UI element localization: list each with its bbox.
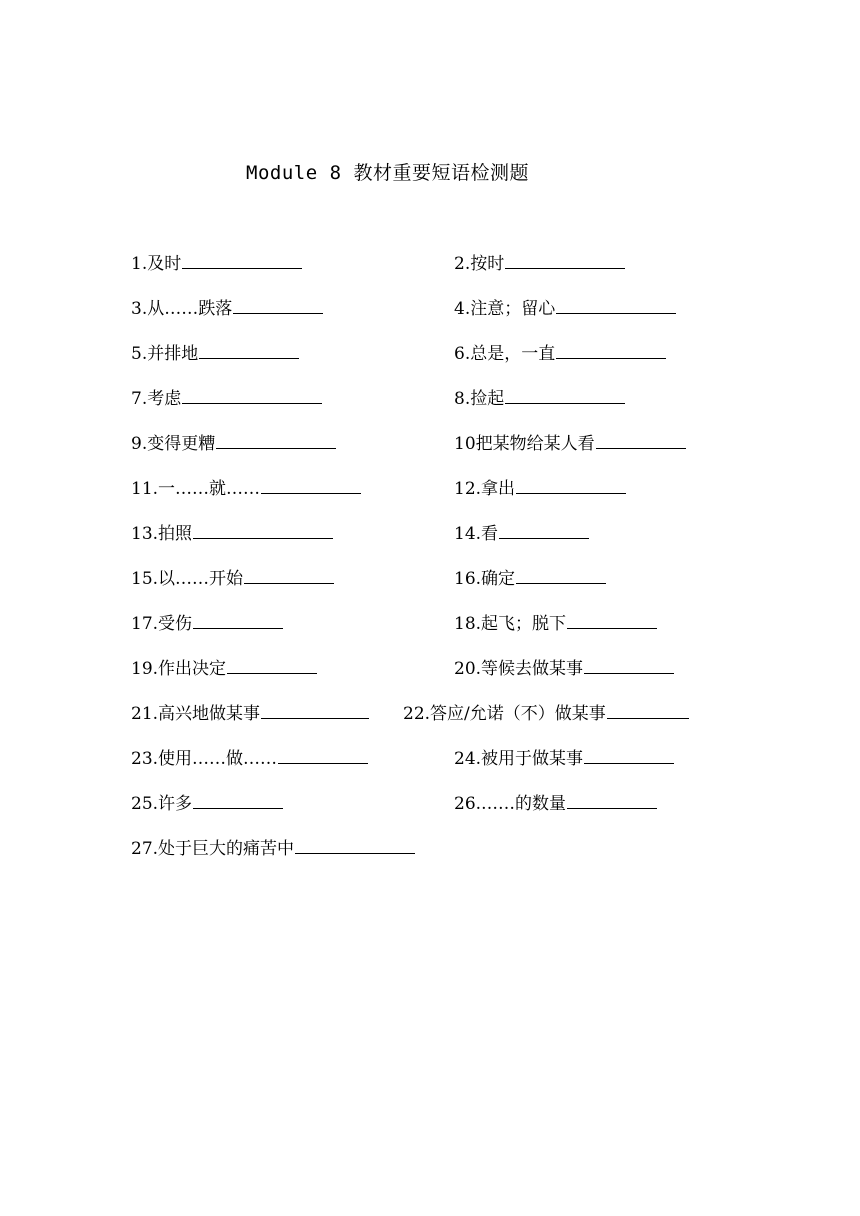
list-item: [403, 702, 689, 725]
phrase-prompt: 21.高兴地做某事: [131, 704, 261, 724]
list-item: [454, 477, 626, 500]
phrase-prompt: 11.一……就……: [131, 479, 261, 499]
phrase-prompt: 10把某物给某人看: [454, 434, 595, 454]
phrase-prompt: 27.处于巨大的痛苦中: [131, 839, 295, 859]
list-item: [131, 657, 317, 680]
answer-blank[interactable]: [193, 522, 333, 539]
answer-blank[interactable]: [182, 252, 302, 269]
phrase-prompt: 7.考虑: [131, 389, 182, 409]
list-item: [131, 522, 333, 545]
answer-blank[interactable]: [233, 297, 323, 314]
answer-blank[interactable]: [567, 792, 657, 809]
answer-blank[interactable]: [505, 387, 625, 404]
phrase-prompt: 24.被用于做某事: [454, 749, 584, 769]
phrase-prompt: 5.并排地: [131, 344, 199, 364]
phrase-prompt: 6.总是，一直: [454, 344, 556, 364]
phrase-prompt: 16.确定: [454, 569, 516, 589]
phrase-prompt: 18.起飞；脱下: [454, 614, 567, 634]
list-item: [454, 792, 657, 815]
list-item: [454, 252, 625, 275]
answer-blank[interactable]: [278, 747, 368, 764]
answer-blank[interactable]: [193, 612, 283, 629]
page-title: Module 8 教材重要短语检测题: [246, 162, 529, 184]
list-item: [131, 837, 415, 860]
phrase-prompt: 1.及时: [131, 254, 182, 274]
answer-blank[interactable]: [227, 657, 317, 674]
list-item: [131, 252, 302, 275]
answer-blank[interactable]: [499, 522, 589, 539]
phrase-prompt: 15.以……开始: [131, 569, 244, 589]
phrase-prompt: 17.受伤: [131, 614, 193, 634]
list-item: [454, 432, 686, 455]
list-item: [454, 567, 606, 590]
list-item: [454, 387, 625, 410]
phrase-prompt: 13.拍照: [131, 524, 193, 544]
list-item: [454, 342, 666, 365]
phrase-prompt: 19.作出决定: [131, 659, 227, 679]
answer-blank[interactable]: [244, 567, 334, 584]
answer-blank[interactable]: [516, 567, 606, 584]
phrase-prompt: 12.拿出: [454, 479, 516, 499]
answer-blank[interactable]: [261, 702, 369, 719]
list-item: [131, 342, 299, 365]
phrase-prompt: 22.答应/允诺（不）做某事: [403, 704, 606, 724]
list-item: [131, 297, 323, 320]
phrase-prompt: 8.捡起: [454, 389, 505, 409]
answer-blank[interactable]: [556, 342, 666, 359]
phrase-prompt: 14.看: [454, 524, 499, 544]
answer-blank[interactable]: [567, 612, 657, 629]
list-item: [131, 792, 283, 815]
phrase-prompt: 9.变得更糟: [131, 434, 216, 454]
list-item: [454, 657, 674, 680]
list-item: [131, 567, 334, 590]
list-item: [454, 297, 676, 320]
phrase-prompt: 20.等候去做某事: [454, 659, 584, 679]
list-item: [131, 702, 369, 725]
phrase-prompt: 2.按时: [454, 254, 505, 274]
answer-blank[interactable]: [584, 657, 674, 674]
list-item: [131, 432, 336, 455]
answer-blank[interactable]: [584, 747, 674, 764]
phrase-prompt: 3.从……跌落: [131, 299, 233, 319]
answer-blank[interactable]: [556, 297, 676, 314]
answer-blank[interactable]: [199, 342, 299, 359]
list-item: [131, 477, 361, 500]
phrase-prompt: 25.许多: [131, 794, 193, 814]
list-item: [131, 747, 368, 770]
phrase-prompt: 4.注意；留心: [454, 299, 556, 319]
answer-blank[interactable]: [261, 477, 361, 494]
answer-blank[interactable]: [193, 792, 283, 809]
answer-blank[interactable]: [596, 432, 686, 449]
list-item: [131, 387, 322, 410]
answer-blank[interactable]: [295, 837, 415, 854]
list-item: [454, 522, 589, 545]
phrase-prompt: 23.使用……做……: [131, 749, 278, 769]
answer-blank[interactable]: [516, 477, 626, 494]
answer-blank[interactable]: [607, 702, 689, 719]
list-item: [131, 612, 283, 635]
answer-blank[interactable]: [182, 387, 322, 404]
answer-blank[interactable]: [505, 252, 625, 269]
list-item: [454, 747, 674, 770]
phrase-prompt: 26.……的数量: [454, 794, 567, 814]
list-item: [454, 612, 657, 635]
answer-blank[interactable]: [216, 432, 336, 449]
